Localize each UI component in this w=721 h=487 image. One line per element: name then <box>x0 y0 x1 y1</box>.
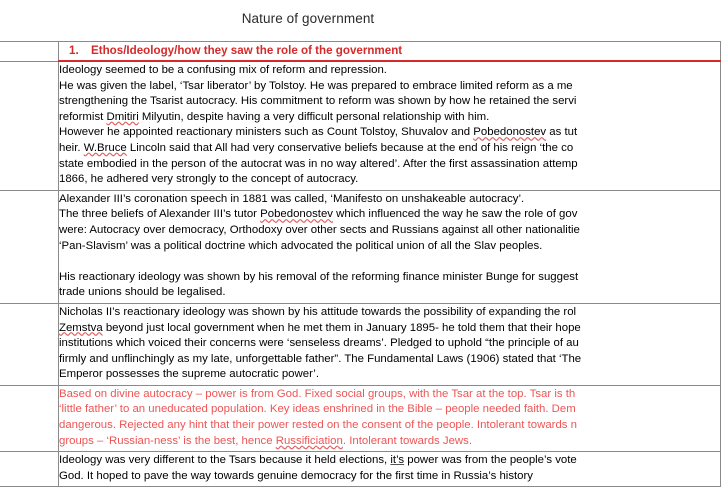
page-title <box>0 10 622 28</box>
text-line: ‘little father’ to an uneducated population. Key ideas enshrined in the Bible – people needed faith. Dem <box>59 403 576 416</box>
text-line-blank <box>59 254 720 270</box>
page-title-text: Nature of government <box>241 11 375 26</box>
table-row <box>0 61 721 190</box>
text-line: However he appointed reactionary ministers such as Count Tolstoy, Shuvalov and Pobedonostev as tut <box>59 126 578 139</box>
text-line: trade unions should be legalised. <box>59 286 226 299</box>
text-line: Alexander III’s coronation speech in 1881 was called, ‘Manifesto on unshakeable autocracy’. <box>59 192 525 205</box>
text-line: reformist Dmitiri Milyutin, despite having a very difficult personal relationship with him. <box>59 110 490 123</box>
nature-of-government-table-wrapper <box>0 41 720 487</box>
text-line: Nicholas II’s reactionary ideology was shown by his attitude towards the possibility of expanding the rol <box>59 305 577 318</box>
text-line: were: Autocracy over democracy, Orthodoxy over other sects and Russians against all other nationalitie <box>59 223 580 236</box>
row-label-alexander-ii <box>0 61 59 190</box>
text-line: He was given the label, ‘Tsar liberator’ by Tolstoy. He was prepared to embrace limited reform as a me <box>59 79 573 92</box>
row-label-last <box>0 452 59 487</box>
row-label-alexander-iii <box>0 190 59 303</box>
text-line: ‘Pan-Slavism’ was a political doctrine which advocated the political union of all the Slav peoples. <box>59 239 543 252</box>
row-label-tsars <box>0 385 59 451</box>
text-line: Based on divine autocracy – power is from God. Fixed social groups, with the Tsar at the top. Tsar is th <box>59 387 576 400</box>
text-line: The three beliefs of Alexander III’s tutor Pobedonostev which influenced the way he saw the role of gov <box>59 208 578 221</box>
text-line: firmly and unflinchingly as my late, unforgettable father”. The Fundamental Laws (1906) stated that ‘The <box>59 352 582 365</box>
nature-of-government-table <box>0 41 721 487</box>
table-row <box>0 385 721 451</box>
text-line: groups – ‘Russian-ness’ is the best, hence Russificiation. Intolerant towards Jews. <box>59 434 473 447</box>
text-line: heir. W.Bruce Lincoln said that All had very conservative beliefs because at the end of his reign ‘the co <box>59 141 574 154</box>
table-row <box>0 190 721 303</box>
row-label-nicholas-ii <box>0 303 59 385</box>
text-line: state embodied in the person of the autocrat was in no way altered’. After the first assassination attemp <box>59 157 578 170</box>
text-line: dangerous. Rejected any hint that their power rested on the consent of the people. Intolerant towards n <box>59 419 577 432</box>
table-row <box>0 303 721 385</box>
table-row <box>0 452 721 487</box>
text-line: 1866, he adhered very strongly to the concept of autocracy. <box>59 173 359 186</box>
row-body-alexander-iii <box>59 190 721 303</box>
text-line: Ideology seemed to be a confusing mix of reform and repression. <box>59 64 387 76</box>
text-line: His reactionary ideology was shown by his removal of the reforming finance minister Bunge for suggest <box>59 270 579 283</box>
table-header-text: Ethos/Ideology/how they saw the role of the government <box>91 44 403 57</box>
table-header-number: 1. <box>69 44 79 57</box>
row-body-last <box>59 452 721 487</box>
row-body-tsars <box>59 385 721 451</box>
text-line: God. It hoped to pave the way towards genuine democracy for the first time in Russia’s history <box>59 469 534 482</box>
text-line: Zemstva beyond just local government when he met them in January 1895- he told them that their hope <box>59 321 581 334</box>
row-body-alexander-ii <box>59 61 721 190</box>
table-header-cell <box>59 42 721 62</box>
text-line: Emperor possesses the supreme autocratic power’. <box>59 368 319 381</box>
text-line: Ideology was very different to the Tsars because it held elections, it’s power was from the people’s vote <box>59 454 577 467</box>
text-line: institutions which voiced their concerns were ‘senseless dreams’. Pledged to uphold “the principle of au <box>59 337 579 350</box>
table-header-label-cell <box>0 42 59 62</box>
text-line: strengthening the Tsarist autocracy. His commitment to reform was shown by how he retained the servi <box>59 95 577 108</box>
table-header-row <box>0 42 721 62</box>
row-body-nicholas-ii <box>59 303 721 385</box>
